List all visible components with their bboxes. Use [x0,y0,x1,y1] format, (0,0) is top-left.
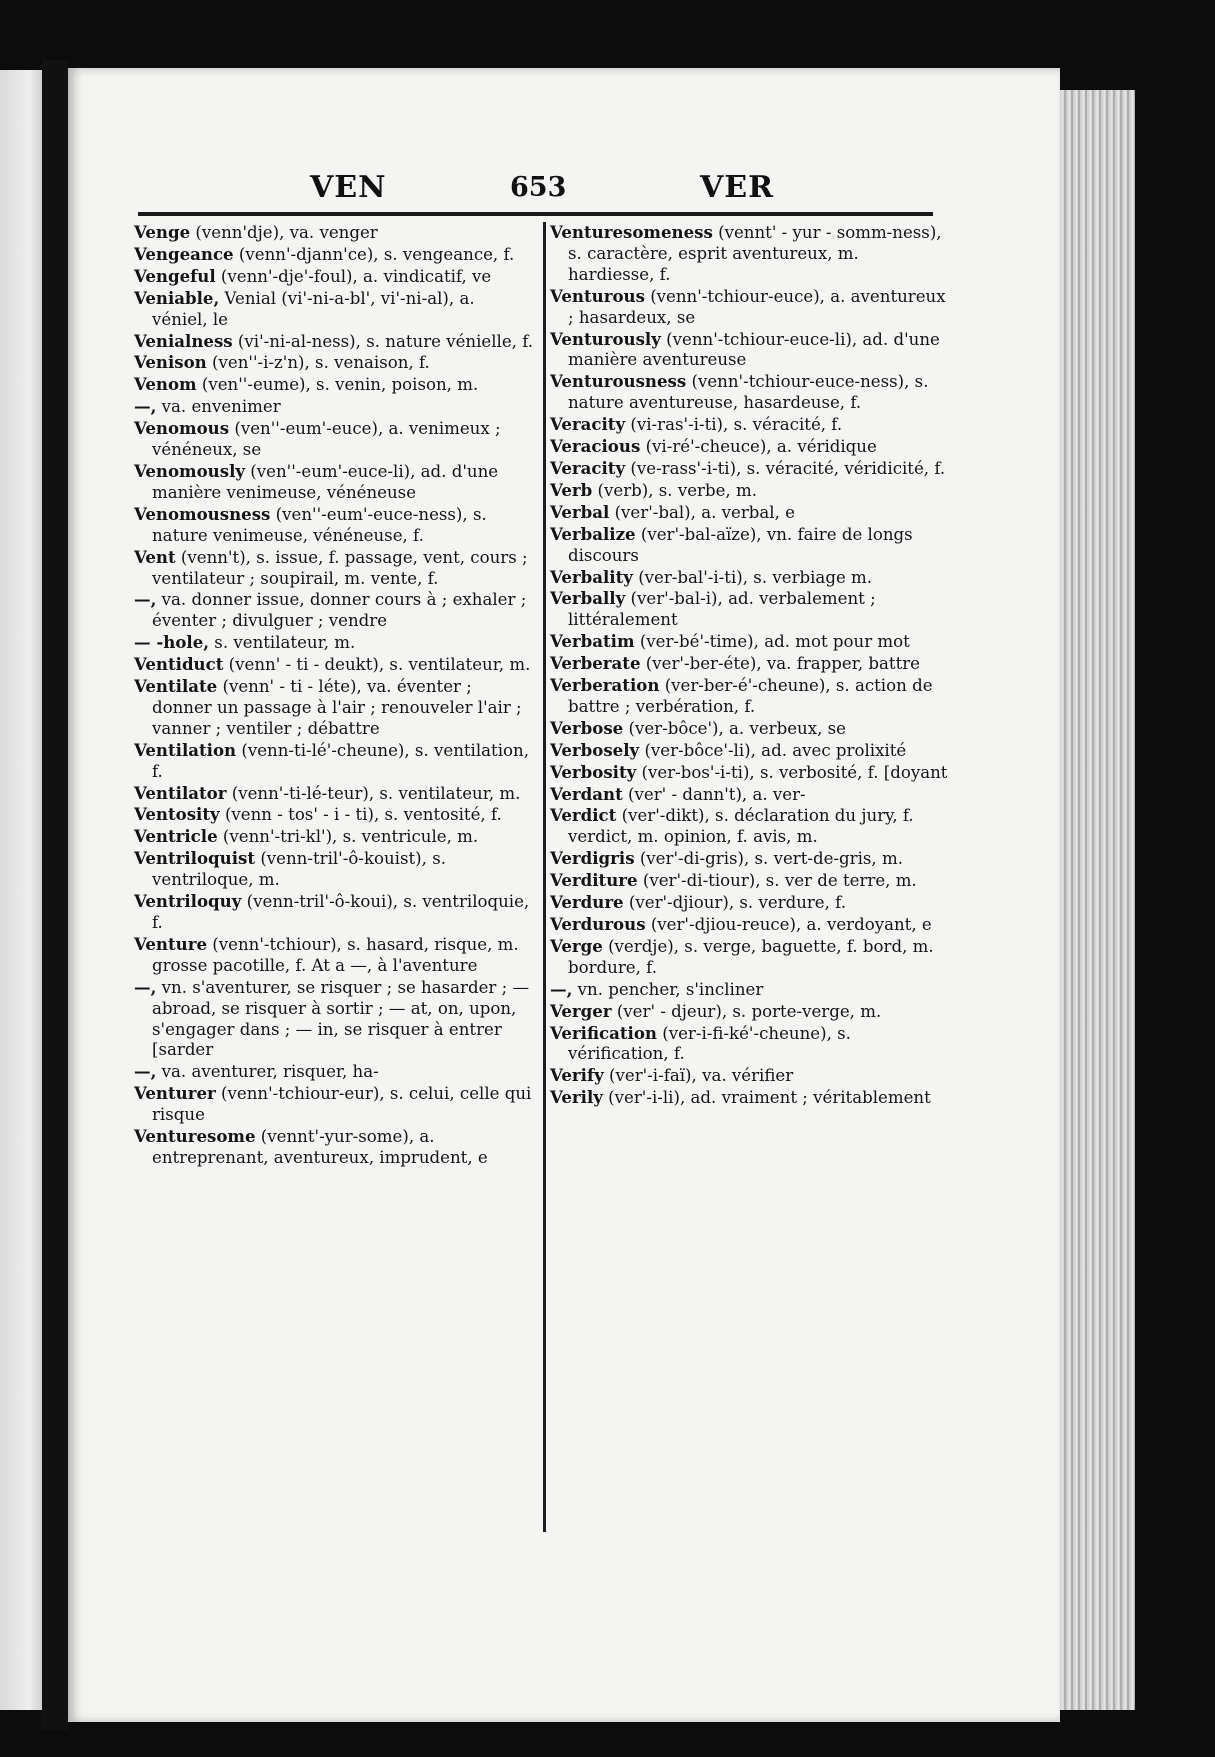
entry-headword: Ventilate [134,676,218,697]
entry-headword: Vengeance [134,243,234,264]
dictionary-entry [550,371,950,414]
entry-headword: Verdict [550,805,617,826]
entry-definition: (venn'-tchiour-eur), s. celui, celle qui risque [152,1084,532,1125]
dictionary-entry [550,458,950,480]
entry-definition: va. aventurer, risquer, ha- [156,1062,379,1082]
dictionary-entry [550,502,950,524]
entry-headword: Verdigris [550,848,635,869]
entry-headword: Verily [550,1087,603,1108]
entry-headword: Verbal [550,501,610,522]
dictionary-entry [550,436,950,458]
dictionary-entry [134,632,534,654]
entry-headword: Ventriloquist [134,848,256,869]
dictionary-entry [550,848,950,870]
dictionary-entry [134,977,534,1062]
dictionary-entry [134,740,534,783]
entry-headword: —, [134,976,157,997]
dictionary-entry [550,675,950,718]
entry-headword: —, [134,589,157,610]
dictionary-entry [550,870,950,892]
entry-definition: (venn'-dje'-foul), a. vindicatif, ve [215,266,492,286]
entry-definition: (venn-tril'-ô-koui), s. ventriloquie, f. [152,892,530,932]
dictionary-entry [134,504,534,547]
entry-definition: (vennt'-yur-some), a. entreprenant, aventureux, imprudent, e [152,1127,488,1167]
dictionary-entry [134,654,534,676]
entry-definition: (verb), s. verbe, m. [592,480,757,500]
dictionary-entry [550,740,950,762]
entry-headword: Vent [134,546,176,567]
dictionary-entry [550,784,950,806]
entry-headword: —, [134,1061,157,1082]
entry-definition: (ven''-i-z'n), s. venaison, f. [206,353,430,373]
dictionary-entry [550,1001,950,1023]
dictionary-entry [134,934,534,977]
dictionary-entry [550,805,950,848]
dictionary-entry [134,288,534,331]
header-left-guideword: VEN [310,170,387,205]
entry-headword: Veracity [550,457,626,478]
dictionary-entry [550,524,950,567]
entry-definition: Venial (vi'-ni-a-bl', vi'-ni-al), a. véniel, le [152,288,475,329]
entry-definition: (ver' - dann't), a. ver- [622,784,806,804]
entry-headword: Venturesome [134,1126,256,1147]
entry-headword: Verify [550,1065,604,1086]
dictionary-entry [134,891,534,934]
entry-headword: Vengeful [134,265,216,286]
entry-headword: Verdurous [550,914,646,934]
entry-definition: s. ventilateur, m. [209,633,356,653]
dictionary-entry [134,331,534,353]
entry-headword: Venturer [134,1083,216,1104]
entry-headword: Venomousness [134,503,271,524]
entry-definition: (ven''-eum'-euce), a. venimeux ; vénéneux, se [152,419,501,460]
entry-definition: (ver'-bal), a. verbal, e [609,502,795,522]
entry-definition: (venn-ti-lé'-cheune), s. ventilation, f. [152,740,529,781]
header-right-guideword: VER [700,170,775,205]
entry-definition: (verdje), s. verge, baguette, f. bord, m. bordure, f. [568,936,934,977]
entry-headword: Venture [134,933,208,954]
entry-headword: Verdure [550,892,624,913]
dictionary-entry [134,1083,534,1126]
dictionary-entry [550,414,950,436]
entry-headword: Venturously [550,328,661,349]
dictionary-entry [134,848,534,891]
entry-definition: (ver-bos'-i-ti), s. verbosité, f. [doyant [636,762,948,782]
dictionary-entry [550,762,950,784]
dictionary-entry [134,1126,534,1169]
entry-definition: (ver'-di-gris), s. vert-de-gris, m. [634,849,903,869]
dictionary-entry [134,396,534,418]
entry-headword: Ventilation [134,739,237,760]
entry-definition: (ver-ber-é'-cheune), s. action de battre ; verbération, f. [568,676,933,716]
entry-headword: Veracity [550,414,626,435]
dictionary-entry [134,266,534,288]
dictionary-entry [134,804,534,826]
dictionary-entry [550,588,950,631]
dictionary-entry [550,979,950,1001]
entry-headword: Verbosity [550,761,637,782]
entry-headword: Venturesomeness [550,222,713,242]
facing-page-edge [0,70,42,1710]
entry-headword: Ventosity [134,804,220,825]
dictionary-entry [550,653,950,675]
entry-headword: Verbalize [550,523,636,544]
dictionary-entry [550,1023,950,1066]
entry-headword: Veracious [550,436,641,457]
entry-headword: Verbatim [550,631,635,652]
entry-definition: (venn'-tchiour-euce-ness), s. nature aventureuse, hasardeuse, f. [568,372,929,413]
dictionary-entry [550,914,950,936]
dictionary-entry [550,1087,950,1109]
entry-definition: vn. s'aventurer, se risquer ; se hasarder ; — abroad, se risquer à sortir ; — at, on, upon, s'engager dans ; — in, se risquer à entrer [sarder [152,977,530,1060]
dictionary-entry [134,589,534,632]
dictionary-entry [134,1061,534,1083]
dictionary-entry [550,1065,950,1087]
entry-headword: Venge [134,222,191,242]
entry-headword: Veniable, [134,287,220,308]
page-header [140,170,935,208]
entry-headword: —, [134,396,157,417]
entry-headword: Ventricle [134,826,218,847]
right-column [550,222,950,1109]
dictionary-entry [550,480,950,502]
dictionary-entry [134,783,534,805]
entry-headword: Ventilator [134,782,227,803]
entry-definition: (vennt' - yur - somm-ness), s. caractère, esprit aventureux, m. hardiesse, f. [568,223,942,284]
dictionary-entry [134,374,534,396]
dictionary-entry [550,222,950,286]
entry-headword: Verger [550,1000,612,1021]
dictionary-entry [550,631,950,653]
entry-definition: (ve-rass'-i-ti), s. véracité, véridicité, f. [625,458,946,478]
dictionary-entry [550,892,950,914]
entry-definition: va. donner issue, donner cours à ; exhaler ; éventer ; divulguer ; vendre [152,590,527,631]
entry-headword: —, [550,978,573,999]
entry-headword: Verdant [550,783,623,804]
dictionary-entry [550,936,950,979]
entry-definition: (ver'-i-faï), va. vérifier [603,1066,794,1086]
dictionary-entry [134,244,534,266]
entry-definition: (vi-ras'-i-ti), s. véracité, f. [625,415,843,435]
entry-definition: va. envenimer [156,397,281,417]
entry-definition: (ver'-djiour), s. verdure, f. [623,893,847,913]
entry-headword: Venison [134,352,207,373]
entry-definition: (venn'dje), va. venger [190,223,378,242]
entry-definition: (venn'-tchiour-euce-li), ad. d'une manière aventureuse [568,329,940,370]
entry-headword: Venomously [134,460,246,481]
entry-headword: Verb [550,479,593,500]
entry-definition: (ver-bôce'-li), ad. avec prolixité [639,740,907,760]
dictionary-entry [550,329,950,372]
page-stack-edge [1060,90,1135,1710]
entry-headword: Verberate [550,653,641,674]
entry-definition: (ver'-ber-éte), va. frapper, battre [640,654,920,674]
entry-definition: (ver'-djiou-reuce), a. verdoyant, e [645,915,932,934]
dictionary-entry [134,826,534,848]
entry-headword: Verification [550,1022,657,1043]
entry-headword: Verditure [550,870,638,891]
entry-definition: (ver'-bal-aïze), vn. faire de longs discours [568,524,913,565]
entry-headword: Venialness [134,330,233,351]
entry-definition: (ver'-bal-i), ad. verbalement ; littéralement [568,589,876,630]
entry-headword: Ventiduct [134,654,224,675]
left-column [134,222,534,1169]
entry-headword: Verge [550,935,603,956]
entry-definition: (ven''-eum'-euce-li), ad. d'une manière venimeuse, vénéneuse [152,461,499,502]
entry-headword: Verbality [550,566,633,587]
entry-definition: (ver-i-fi-ké'-cheune), s. vérification, f. [568,1023,851,1064]
entry-definition: (ver-bé'-time), ad. mot pour mot [634,632,910,652]
dictionary-entry [134,352,534,374]
entry-definition: (venn'-tchiour), s. hasard, risque, m. grosse pacotille, f. At a —, à l'aventure [152,934,519,975]
entry-definition: (venn'-tchiour-euce), a. aventureux ; hasardeux, se [568,286,946,327]
dictionary-entry [134,461,534,504]
entry-headword: Ventriloquy [134,891,242,912]
page-number: 653 [510,172,567,203]
header-rule [138,212,933,216]
dictionary-entry [550,567,950,589]
entry-definition: (ver'-i-li), ad. vraiment ; véritablement [602,1088,931,1108]
entry-headword: Venom [134,374,197,395]
entry-headword: Venturous [550,285,645,306]
entry-definition: (venn-tril'-ô-kouist), s. ventriloque, m. [152,849,446,890]
entry-definition: (venn' - ti - léte), va. éventer ; donner un passage à l'air ; renouveler l'air ; vanner ; ventiler ; débattre [152,677,522,738]
entry-definition: vn. pencher, s'incliner [572,979,764,999]
entry-definition: (ver'-dikt), s. déclaration du jury, f. verdict, m. opinion, f. avis, m. [568,806,914,847]
entry-definition: (venn'-djann'ce), s. vengeance, f. [233,244,515,264]
entry-definition: (ver'-di-tiour), s. ver de terre, m. [637,871,917,891]
entry-definition: (ver-bôce'), a. verbeux, se [623,718,846,738]
dictionary-entry [550,718,950,740]
entry-definition: (ven''-eume), s. venin, poison, m. [196,375,479,395]
entry-definition: (vi'-ni-al-ness), s. nature vénielle, f. [232,331,534,351]
entry-headword: Verbosely [550,739,640,760]
book-gutter [42,60,68,1730]
dictionary-entry [134,547,534,590]
entry-headword: Venturousness [550,371,687,392]
entry-headword: Verbally [550,588,626,609]
entry-definition: (venn' - ti - deukt), s. ventilateur, m. [223,655,531,675]
entry-definition: (ver-bal'-i-ti), s. verbiage m. [632,567,873,587]
entry-definition: (vi-ré'-cheuce), a. véridique [640,437,877,457]
entry-definition: (venn'-ti-lé-teur), s. ventilateur, m. [226,783,521,803]
entry-definition: (venn't), s. issue, f. passage, vent, cours ; ventilateur ; soupirail, m. vente, f. [152,547,528,588]
entry-definition: (venn'-tri-kl'), s. ventricule, m. [217,827,479,847]
dictionary-entry [134,676,534,740]
entry-definition: (ven''-eum'-euce-ness), s. nature venimeuse, vénéneuse, f. [152,504,487,545]
entry-headword: Venomous [134,418,230,439]
column-divider [543,222,546,1532]
entry-headword: Verbose [550,717,624,738]
dictionary-entry [134,222,534,244]
entry-definition: (venn - tos' - i - ti), s. ventosité, f. [219,805,502,825]
entry-definition: (ver' - djeur), s. porte-verge, m. [611,1001,882,1021]
dictionary-entry [550,286,950,329]
entry-headword: — -hole, [134,632,210,653]
dictionary-entry [134,418,534,461]
entry-headword: Verberation [550,675,660,696]
